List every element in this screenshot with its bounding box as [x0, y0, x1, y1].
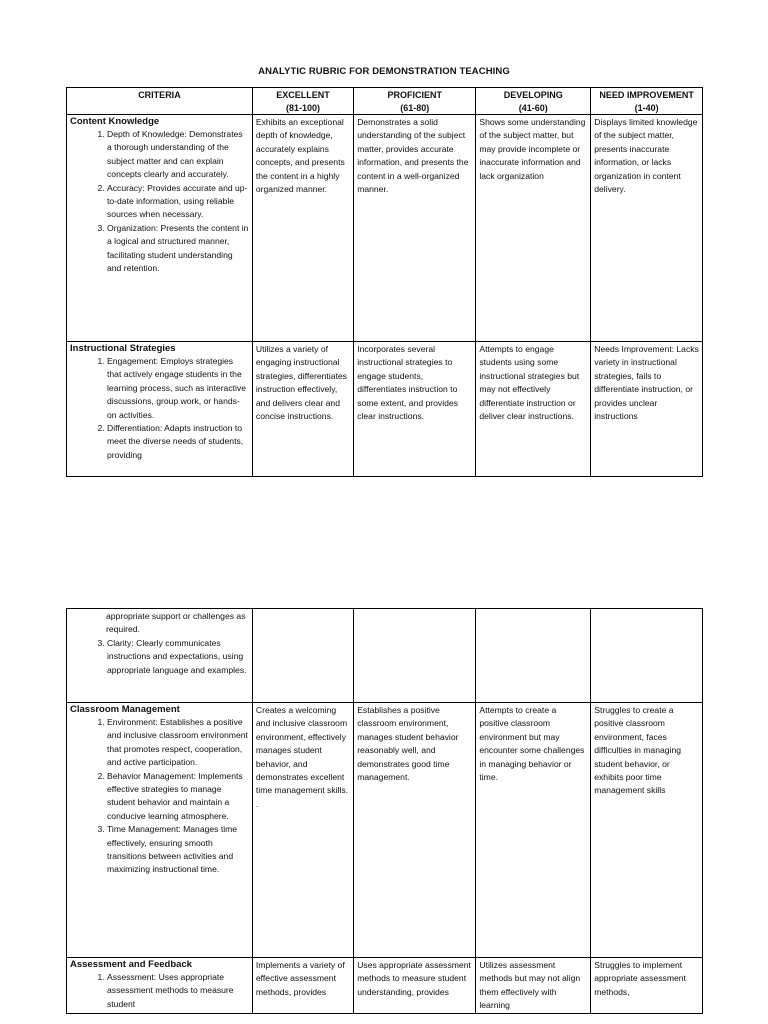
- row-content-knowledge: [67, 115, 703, 342]
- excellent-cell: Utilizes a variety of engaging instructional strategies, differentiates instruction effectively, and delivers clear and concise instructions.: [252, 342, 353, 477]
- header-label: PROFICIENT: [387, 90, 443, 100]
- proficient-cell: Establishes a positive classroom environment, manages student behavior reasonably well, and demonstrates good time management.: [354, 703, 476, 958]
- header-excellent: [252, 88, 353, 115]
- criteria-list: [70, 355, 249, 462]
- header-label: DEVELOPING: [503, 90, 563, 100]
- header-developing: [476, 88, 591, 115]
- developing-cell: Attempts to engage students using some instructional strategies but may not effectively differentiate instruction or deliver clear instructions.: [476, 342, 591, 477]
- page-title: ANALYTIC RUBRIC FOR DEMONSTRATION TEACHING: [258, 66, 510, 77]
- criteria-title: Instructional Strategies: [70, 343, 176, 354]
- header-range: (41-60): [518, 102, 548, 113]
- proficient-cell: Demonstrates a solid understanding of the subject matter, provides accurate information, and presents the content in a well-organized manner.: [354, 115, 476, 342]
- excellent-cell: Implements a variety of effective assessment methods, provides: [252, 958, 353, 1014]
- criteria-title: Classroom Management: [70, 704, 180, 715]
- developing-cell: Utilizes assessment methods but may not align them effectively with learning: [476, 958, 591, 1014]
- header-range: (61-80): [400, 102, 430, 113]
- need-improvement-cell: Needs Improvement: Lacks variety in instructional strategies, fails to differentiate instruction, or provides unclear instructions: [591, 342, 703, 477]
- list-item: 2. Differentiation: Adapts instruction to meet the diverse needs of students, providing: [107, 422, 249, 462]
- header-range: (81-100): [286, 102, 321, 113]
- header-row: [67, 88, 703, 115]
- row-classroom-management: [67, 703, 703, 958]
- need-improvement-cell: Displays limited knowledge of the subject matter, presents inaccurate information, or lacks organization in content delivery.: [591, 115, 703, 342]
- proficient-cell: Uses appropriate assessment methods to measure student understanding, provides: [354, 958, 476, 1014]
- list-item: 2. Behavior Management: Implements effective strategies to manage student behavior and maintain a conducive learning atmosphere.: [107, 770, 249, 824]
- need-improvement-cell: Struggles to create a positive classroom environment, faces difficulties in managing student behavior, or exhibits poor time management skills: [591, 703, 703, 958]
- criteria-cell: [67, 958, 253, 1014]
- criteria-cell: [67, 609, 253, 703]
- row-instructional-strategies: [67, 342, 703, 477]
- header-range: (1-40): [634, 102, 659, 113]
- continued-text: appropriate support or challenges as required.: [106, 611, 246, 635]
- row-instructional-continued: [67, 609, 703, 703]
- list-item: 2. Accuracy: Provides accurate and up-to-date information, using reliable sources when necessary.: [107, 182, 249, 222]
- need-improvement-cell: [591, 609, 703, 703]
- header-criteria: [67, 88, 253, 115]
- list-item: 1. Engagement: Employs strategies that actively engage students in the learning process, such as interactive discussions, group work, or hands-on activities.: [107, 355, 249, 422]
- list-item: 1. Environment: Establishes a positive and inclusive classroom environment that promotes respect, cooperation, and active participation.: [107, 716, 249, 770]
- criteria-title: Content Knowledge: [70, 116, 160, 127]
- excellent-text: Creates a welcoming and inclusive classroom environment, effectively manages student behavior, and demonstrates excellent time management skills.: [255, 705, 349, 796]
- list-item: 3. Clarity: Clearly communicates instructions and expectations, using appropriate language and examples.: [107, 637, 249, 677]
- criteria-list: [70, 716, 249, 877]
- criteria-list: [70, 971, 249, 1011]
- criteria-cell: [67, 703, 253, 958]
- header-proficient: [354, 88, 476, 115]
- list-item: 3. Time Management: Manages time effectively, ensuring smooth transitions between activities and maximizing instructional time.: [107, 823, 249, 877]
- need-improvement-cell: Struggles to implement appropriate assessment methods,: [591, 958, 703, 1014]
- rubric-table-page-2: [66, 608, 703, 1014]
- list-item: 1. Depth of Knowledge: Demonstrates a thorough understanding of the subject matter and can explain concepts clearly and accurately.: [107, 128, 249, 182]
- row-assessment-feedback: [67, 958, 703, 1014]
- header-label: CRITERIA: [138, 90, 181, 100]
- header-label: NEED IMPROVEMENT: [599, 90, 694, 100]
- excellent-cell: [252, 703, 353, 958]
- proficient-cell: Incorporates several instructional strategies to engage students, differentiates instruction to some extent, and provides clear instructions.: [354, 342, 476, 477]
- rubric-table-page-1: [66, 87, 703, 477]
- criteria-cell: [67, 115, 253, 342]
- header-need-improvement: [591, 88, 703, 115]
- developing-cell: [476, 609, 591, 703]
- list-item: 1. Assessment: Uses appropriate assessment methods to measure student: [107, 971, 249, 1011]
- criteria-list: [70, 128, 249, 275]
- criteria-title: Assessment and Feedback: [70, 959, 192, 970]
- header-label: EXCELLENT: [276, 90, 330, 100]
- excellent-tail: .: [255, 798, 259, 809]
- excellent-cell: Exhibits an exceptional depth of knowledge, accurately explains concepts, and presents the content in a highly organized manner.: [252, 115, 353, 342]
- developing-cell: Attempts to create a positive classroom environment but may encounter some challenges in managing behavior or time.: [476, 703, 591, 958]
- criteria-cell: [67, 342, 253, 477]
- developing-cell: Shows some understanding of the subject matter, but may provide incomplete or inaccurate information and lack organization: [476, 115, 591, 342]
- excellent-cell: [252, 609, 353, 703]
- criteria-list: [70, 637, 249, 677]
- proficient-cell: [354, 609, 476, 703]
- list-item: 3. Organization: Presents the content in a logical and structured manner, facilitating student understanding and retention.: [107, 222, 249, 276]
